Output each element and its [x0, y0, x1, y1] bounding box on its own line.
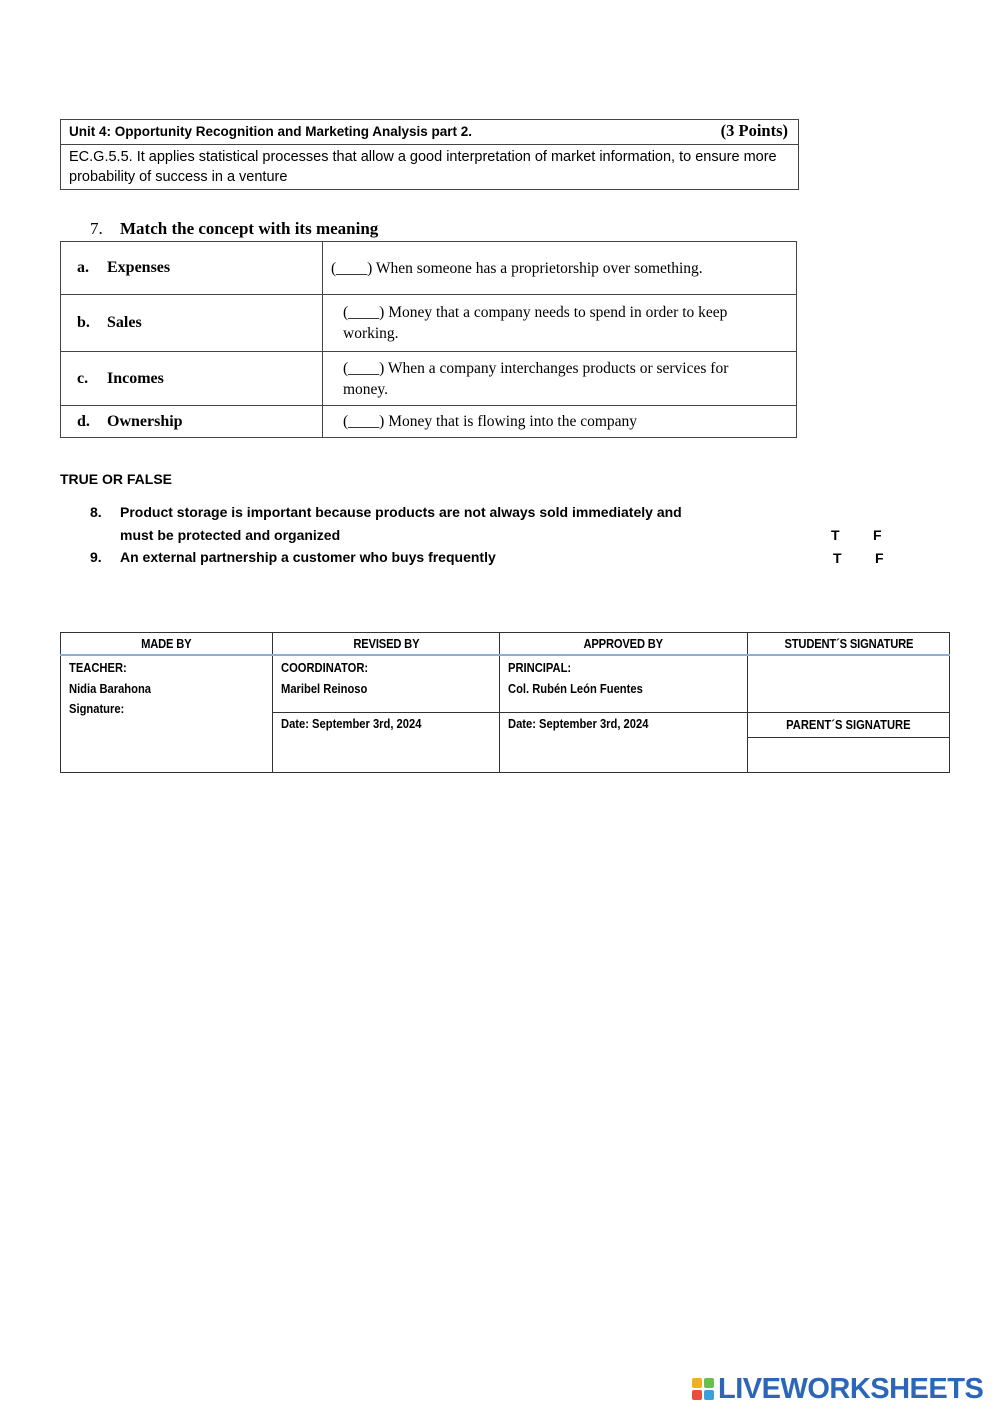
meaning-text: (____) Money that a company needs to spend in order to keep working.	[343, 304, 728, 342]
revised-by-cell	[273, 655, 500, 712]
concept-text: Incomes	[107, 369, 164, 387]
header-revised-by: REVISED BY	[273, 633, 500, 656]
coordinator-name: Maribel Reinoso	[281, 680, 368, 696]
concept-text: Sales	[107, 314, 142, 331]
meaning-cell[interactable]	[323, 406, 797, 438]
concept-cell	[61, 242, 323, 295]
revised-date: Date: September 3rd, 2024	[281, 715, 422, 731]
tf-option-true[interactable]: T	[831, 527, 840, 543]
coordinator-role: COORDINATOR:	[281, 660, 369, 675]
revised-date-cell	[273, 712, 500, 772]
tf-item-text-line2: must be protected and organized	[120, 526, 341, 543]
concept-letter: d.	[77, 412, 90, 430]
meaning-text: (____) Money that is flowing into the company	[343, 413, 638, 430]
unit-header	[61, 120, 798, 145]
concept-cell	[61, 352, 323, 406]
meaning-cell[interactable]	[323, 352, 797, 406]
signature-header-row	[61, 633, 950, 656]
concept-cell	[61, 406, 323, 438]
concept-cell	[61, 295, 323, 352]
table-row	[61, 242, 797, 295]
unit-box	[60, 119, 799, 190]
question-number: 7.	[90, 219, 103, 238]
concept-letter: a.	[77, 259, 89, 276]
tf-option-false[interactable]: F	[875, 550, 884, 566]
header-student-signature: STUDENT´S SIGNATURE	[748, 633, 950, 656]
teacher-name: Nidia Barahona	[69, 680, 152, 696]
matching-table	[60, 241, 797, 438]
logo-square-1	[692, 1378, 702, 1388]
concept-text: Expenses	[107, 259, 171, 276]
meaning-text: (____) When a company interchanges products or services for money.	[343, 359, 729, 398]
parent-signature-label: PARENT´S SIGNATURE	[786, 717, 911, 732]
unit-description: EC.G.5.5. It applies statistical processes that allow a good interpretation of market information, to ensure more probability of success in a venture	[69, 149, 777, 185]
unit-points: (3 Points)	[720, 121, 788, 140]
signature-names-row	[61, 655, 950, 712]
approved-date-cell	[500, 712, 748, 772]
concept-letter: b.	[77, 314, 90, 331]
teacher-role: TEACHER:	[69, 660, 127, 675]
tf-item-text-line1: Product storage is important because products are not always sold immediately and	[120, 504, 682, 520]
approved-by-cell	[500, 655, 748, 712]
student-signature-field[interactable]	[748, 655, 950, 712]
tf-item-number: 9.	[90, 549, 102, 565]
table-row	[61, 352, 797, 406]
meaning-cell[interactable]	[323, 295, 797, 352]
tf-option-true[interactable]: T	[833, 550, 842, 566]
approved-date: Date: September 3rd, 2024	[508, 715, 649, 731]
header-approved-by: APPROVED BY	[500, 633, 748, 656]
teacher-signature-label: Signature:	[69, 701, 125, 716]
logo-text: LIVEWORKSHEETS	[718, 1372, 984, 1405]
header-made-by: MADE BY	[61, 633, 273, 656]
tf-item-number: 8.	[90, 504, 102, 520]
principal-role: PRINCIPAL:	[508, 660, 572, 675]
meaning-cell[interactable]	[323, 242, 797, 295]
parent-signature-field[interactable]	[748, 737, 950, 772]
table-row	[61, 406, 797, 438]
concept-text: Ownership	[107, 412, 183, 430]
unit-title: Unit 4: Opportunity Recognition and Marketing Analysis part 2.	[69, 124, 473, 139]
made-by-cell	[61, 655, 273, 772]
logo-square-4	[704, 1390, 714, 1400]
tf-item-text-line1: An external partnership a customer who buys frequently	[120, 549, 496, 565]
true-false-title: TRUE OR FALSE	[60, 471, 173, 487]
tf-item-9	[90, 546, 496, 569]
tf-item-8	[90, 501, 682, 546]
concept-letter: c.	[77, 369, 89, 387]
question-7-heading	[90, 219, 378, 239]
table-row	[61, 295, 797, 352]
principal-name: Col. Rubén León Fuentes	[508, 680, 643, 696]
parent-signature-label-cell	[748, 712, 950, 737]
tf-option-false[interactable]: F	[873, 527, 882, 543]
meaning-text: (____) When someone has a proprietorship over something.	[331, 259, 703, 277]
question-instruction: Match the concept with its meaning	[120, 219, 379, 238]
logo-square-3	[692, 1390, 702, 1400]
logo-square-2	[704, 1378, 714, 1388]
liveworksheets-logo-icon	[692, 1378, 714, 1400]
liveworksheets-logo	[692, 1374, 983, 1404]
signature-table	[60, 632, 950, 773]
